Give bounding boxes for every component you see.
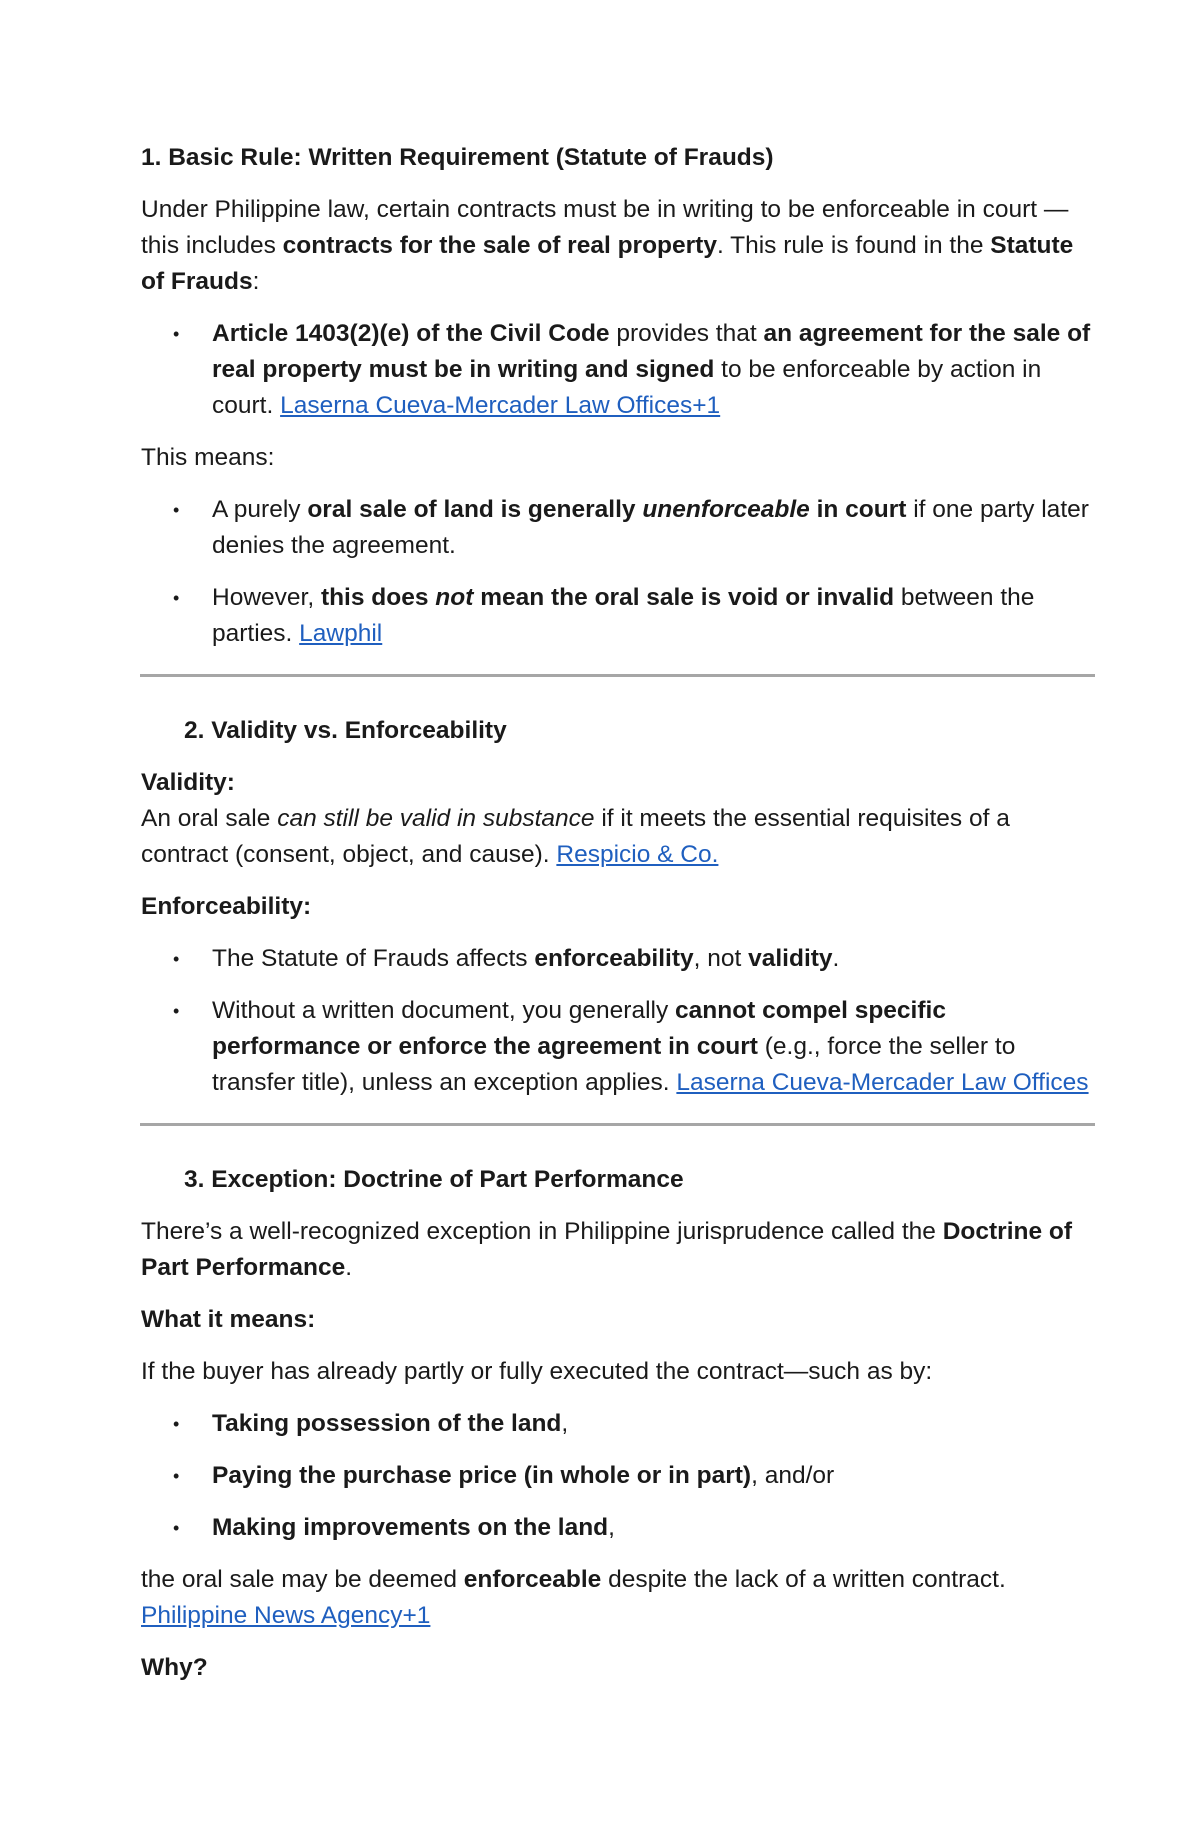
enforceability-label: Enforceability: — [141, 893, 312, 920]
this-means-label: This means: — [141, 444, 275, 471]
conclusion-paragraph: the oral sale may be deemed enforceable despite the lack of a written contract. Philippine News Agency+1 — [141, 1566, 1006, 1629]
section1-intro: Under Philippine law, certain contracts must be in writing to be enforceable in court —this includes contracts for the sale of real property. This rule is found in the Statute of Frauds: — [141, 196, 1074, 295]
if-buyer-paragraph: If the buyer has already partly or fully executed the contract—such as by: — [141, 1358, 933, 1385]
list-item: • However, this does not mean the oral sale is void or invalid between the parties. Lawphil — [212, 580, 1100, 652]
bullet-icon: • — [173, 324, 180, 344]
validity-paragraph: Validity: An oral sale can still be valid in substance if it meets the essential requisites of a contract (consent, object, and cause). Respicio & Co. — [141, 769, 1010, 868]
validity-label: Validity: — [141, 769, 235, 796]
section2-list — [141, 941, 1100, 1101]
list-item: • Article 1403(2)(e) of the Civil Code provides that an agreement for the sale of real property must be in writing and signed to be enforceable by action in court. Laserna Cueva-Mercader Law Offices+1 — [212, 316, 1100, 424]
why-label: Why? — [141, 1654, 208, 1681]
section3-intro: There’s a well-recognized exception in Philippine jurisprudence called the Doctrine of Part Performance. — [141, 1218, 1073, 1281]
source-link-laserna[interactable]: Laserna Cueva-Mercader Law Offices — [676, 1069, 1089, 1096]
section1-list-b — [141, 492, 1100, 652]
source-link-lawphil[interactable]: Lawphil — [299, 620, 383, 647]
list-item: • Taking possession of the land, — [212, 1406, 1100, 1442]
what-it-means-label: What it means: — [141, 1306, 316, 1333]
section3-list — [141, 1406, 1100, 1546]
section2-heading: 2. Validity vs. Enforceability — [184, 717, 507, 744]
source-link-pna[interactable]: Philippine News Agency+1 — [141, 1602, 431, 1629]
section1-list-a — [141, 316, 1100, 424]
list-item: • Making improvements on the land, — [212, 1510, 1100, 1546]
bullet-icon: • — [173, 1518, 180, 1538]
source-link-laserna[interactable]: Laserna Cueva-Mercader Law Offices+1 — [280, 392, 721, 419]
bullet-icon: • — [173, 1466, 180, 1486]
section3-heading: 3. Exception: Doctrine of Part Performance — [184, 1166, 684, 1193]
source-link-respicio[interactable]: Respicio & Co. — [556, 841, 719, 868]
bullet-icon: • — [173, 1001, 180, 1021]
section1-heading: 1. Basic Rule: Written Requirement (Statute of Frauds) — [141, 144, 774, 171]
list-item: • Without a written document, you generally cannot compel specific performance or enforce the agreement in court (e.g., force the seller to transfer title), unless an exception applies. Laserna Cueva-Mercader Law Offices — [212, 993, 1100, 1101]
bullet-icon: • — [173, 1414, 180, 1434]
bullet-icon: • — [173, 588, 180, 608]
section-divider — [140, 1123, 1095, 1126]
bullet-icon: • — [173, 500, 180, 520]
list-item: • The Statute of Frauds affects enforceability, not validity. — [212, 941, 1100, 977]
list-item: • A purely oral sale of land is generally unenforceable in court if one party later denies the agreement. — [212, 492, 1100, 564]
list-item: • Paying the purchase price (in whole or in part), and/or — [212, 1458, 1100, 1494]
section-divider — [140, 674, 1095, 677]
bullet-icon: • — [173, 949, 180, 969]
